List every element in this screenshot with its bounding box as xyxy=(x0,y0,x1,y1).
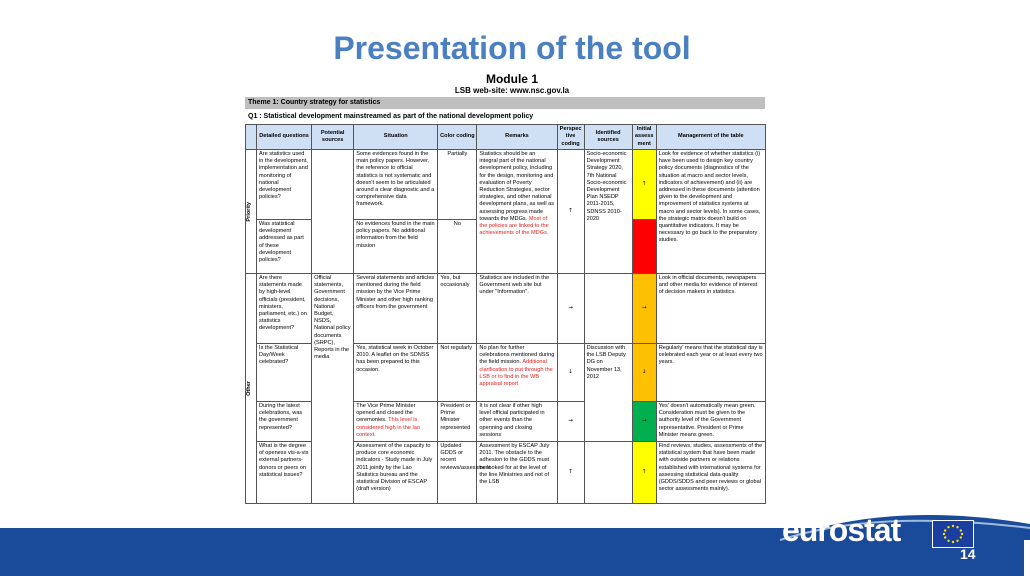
row-color-label: Not regularly xyxy=(438,344,477,402)
eurostat-logo: eurostat xyxy=(782,512,901,548)
eu-stars-icon xyxy=(933,521,973,547)
question-bar: Q1 : Statistical development mainstreamed as part of the national development policy xyxy=(248,113,534,120)
header-situation: Situation xyxy=(354,125,438,150)
header-perspective-coding: Perspec tive coding xyxy=(557,125,584,150)
row-situation: Some evidences found in the main policy papers. However, the reference to official statistics is not systematic and doesn't seem to be articulated around a clear diagnostic and a comprehensive data framework. xyxy=(354,150,438,220)
header-color-coding: Color coding xyxy=(438,125,477,150)
table-row xyxy=(246,150,766,220)
row-remarks: Assessment by ESCAP July 2011. The obstacle to the adhesion to the GDDS must be looked for at the level of the line Ministries and not of the LSB xyxy=(477,442,557,504)
row-color-label: Updated GDDS or recent reviews/assessment xyxy=(438,442,477,504)
category-priority: Priority xyxy=(246,150,257,274)
initial-assessment-green: → xyxy=(632,402,656,442)
row-situation: Yes, statistical week in October 2010. A leaflet on the SDNSS has been prepared to this occasion. xyxy=(354,344,438,402)
initial-assessment-orange: ↓ xyxy=(632,344,656,402)
row-question: Is the Statistical Day/Week celebrated? xyxy=(257,344,312,402)
row-question: Are there statements made by high-level officials (president, ministers, parliament, etc.) on statistics development? xyxy=(257,274,312,344)
row-question: What is the degree of openess vis-a-vis external partners-donors or peers on statistical issues? xyxy=(257,442,312,504)
module-heading: Module 1 xyxy=(485,72,538,86)
row-situation: Several statements and articles mentioned during the field mission by the Vice Prime Minister and other high ranking officers from the government xyxy=(354,274,438,344)
initial-assessment-yellow: ↑ xyxy=(632,442,656,504)
theme-bar: Theme 1: Country strategy for statistics xyxy=(245,97,765,109)
identified-sources-blank xyxy=(584,274,632,344)
page-number: 14 xyxy=(960,546,976,562)
identified-sources-blank xyxy=(584,442,632,504)
row-question: During the latest celebrations, was the government represented? xyxy=(257,402,312,442)
row-remarks: Statistics should be an integral part of the national development policy, including for the design, monitoring and evaluation of Poverty Reduction Strategies, sector strategies, and other national development plans, as well as assessing progress made towards the MDGs. Most of the policies are linked to the achievements of the MDGs. xyxy=(477,150,557,274)
table-row xyxy=(246,274,766,344)
management-text: Look for evidence of whether statistics (i) have been used to design key country policy documents (diagnostics of the situation at macro and sector levels, indicators of achievement) and (ii) are addressed in these documents (attention given to the development and improvement of statistics systems at macro and sector levels). In some cases, the strategic matrix doesn't build on quantitative indicators. It may be necessary to go back to the preparatory studies. xyxy=(656,150,765,274)
category-other: Other xyxy=(246,274,257,504)
header-identified-sources: Identified sources xyxy=(584,125,632,150)
perspective-arrow: → xyxy=(557,402,584,442)
header-row xyxy=(246,125,766,150)
row-remarks: No plan for further celebrations mentioned during the field mission. Additional clarification to put through the LSB or to find in the WB appraisal report xyxy=(477,344,557,402)
row-remarks: It is not clear if other high level official participated in other events than the openning and closing sessions xyxy=(477,402,557,442)
management-text: Regularly' means that the statistical day is celebrated each year or at least every two years. xyxy=(656,344,765,402)
initial-assessment-orange: → xyxy=(632,274,656,344)
perspective-arrow: ↓ xyxy=(557,344,584,402)
identified-sources: Socio-economic Development Strategy 2020, 7th National Socio-economic Development Plan NSEDP 2011-2015, SDNSS 2010-2020 xyxy=(584,150,632,274)
assessment-table xyxy=(245,124,766,504)
potential-sources-priority xyxy=(312,150,354,274)
perspective-arrow: ↑ xyxy=(557,442,584,504)
row-situation: Assessment of the capacity to produce core economic indicators - Study made in July 2011 jointly by the Lao Statistics bureau and the statistical Division of ESCAP (draft version) xyxy=(354,442,438,504)
potential-sources-other: Official statements, Government decisions, National Budget, NSDS, National policy documents (SRPC), Reports in the media xyxy=(312,274,354,504)
management-text: Find reviews, studies, assessments of the statistical system that have been made with outside partners or relations established with international systems for assessing statistical data quality (GDDS/SDDS and peer reviews or global sector assessments mainly). xyxy=(656,442,765,504)
row-situation: No evidences found in the main policy papers. No additional information from the field mission xyxy=(354,220,438,274)
management-text: Look in official documents, newspapers and other media for evidence of interest of decision makers in statistics. xyxy=(656,274,765,344)
management-text: Yes' doesn't automatically mean green. Consideration must be given to the authority level of the Government representative. President or Prime Minister means green. xyxy=(656,402,765,442)
row-color-label: Partially xyxy=(438,150,477,220)
header-initial-assessment: Initial assess ment xyxy=(632,125,656,150)
row-color-label: No xyxy=(438,220,477,274)
eu-flag-icon xyxy=(932,520,974,548)
header-blank xyxy=(246,125,257,150)
header-potential-sources: Potential sources xyxy=(312,125,354,150)
row-remarks: Statistics are included in the Government web site but under "Information". xyxy=(477,274,557,344)
header-detailed-questions: Detailed questions xyxy=(257,125,312,150)
initial-assessment-yellow: ↑ xyxy=(632,150,656,220)
header-management: Management of the table xyxy=(656,125,765,150)
header-remarks: Remarks xyxy=(477,125,557,150)
identified-sources: Discussion with the LSB Deputy DG on November 13, 2012 xyxy=(584,344,632,442)
slide-title: Presentation of the tool xyxy=(333,30,691,66)
perspective-arrow: ↑ xyxy=(557,150,584,274)
row-situation: The Vice Prime Minister opened and closed the ceremonies. This level is considered high in the lao context. xyxy=(354,402,438,442)
row-question: Was statistical development addressed as part of these development policies? xyxy=(257,220,312,274)
row-color-label: President or Prime Minister represented xyxy=(438,402,477,442)
website-line: LSB web-site: www.nsc.gov.la xyxy=(454,86,570,95)
row-color-label: Yes, but occasionaly xyxy=(438,274,477,344)
initial-assessment-red xyxy=(632,220,656,274)
row-question: Are statistics used in the development, implementation and monitoring of national development policies? xyxy=(257,150,312,220)
perspective-arrow: → xyxy=(557,274,584,344)
